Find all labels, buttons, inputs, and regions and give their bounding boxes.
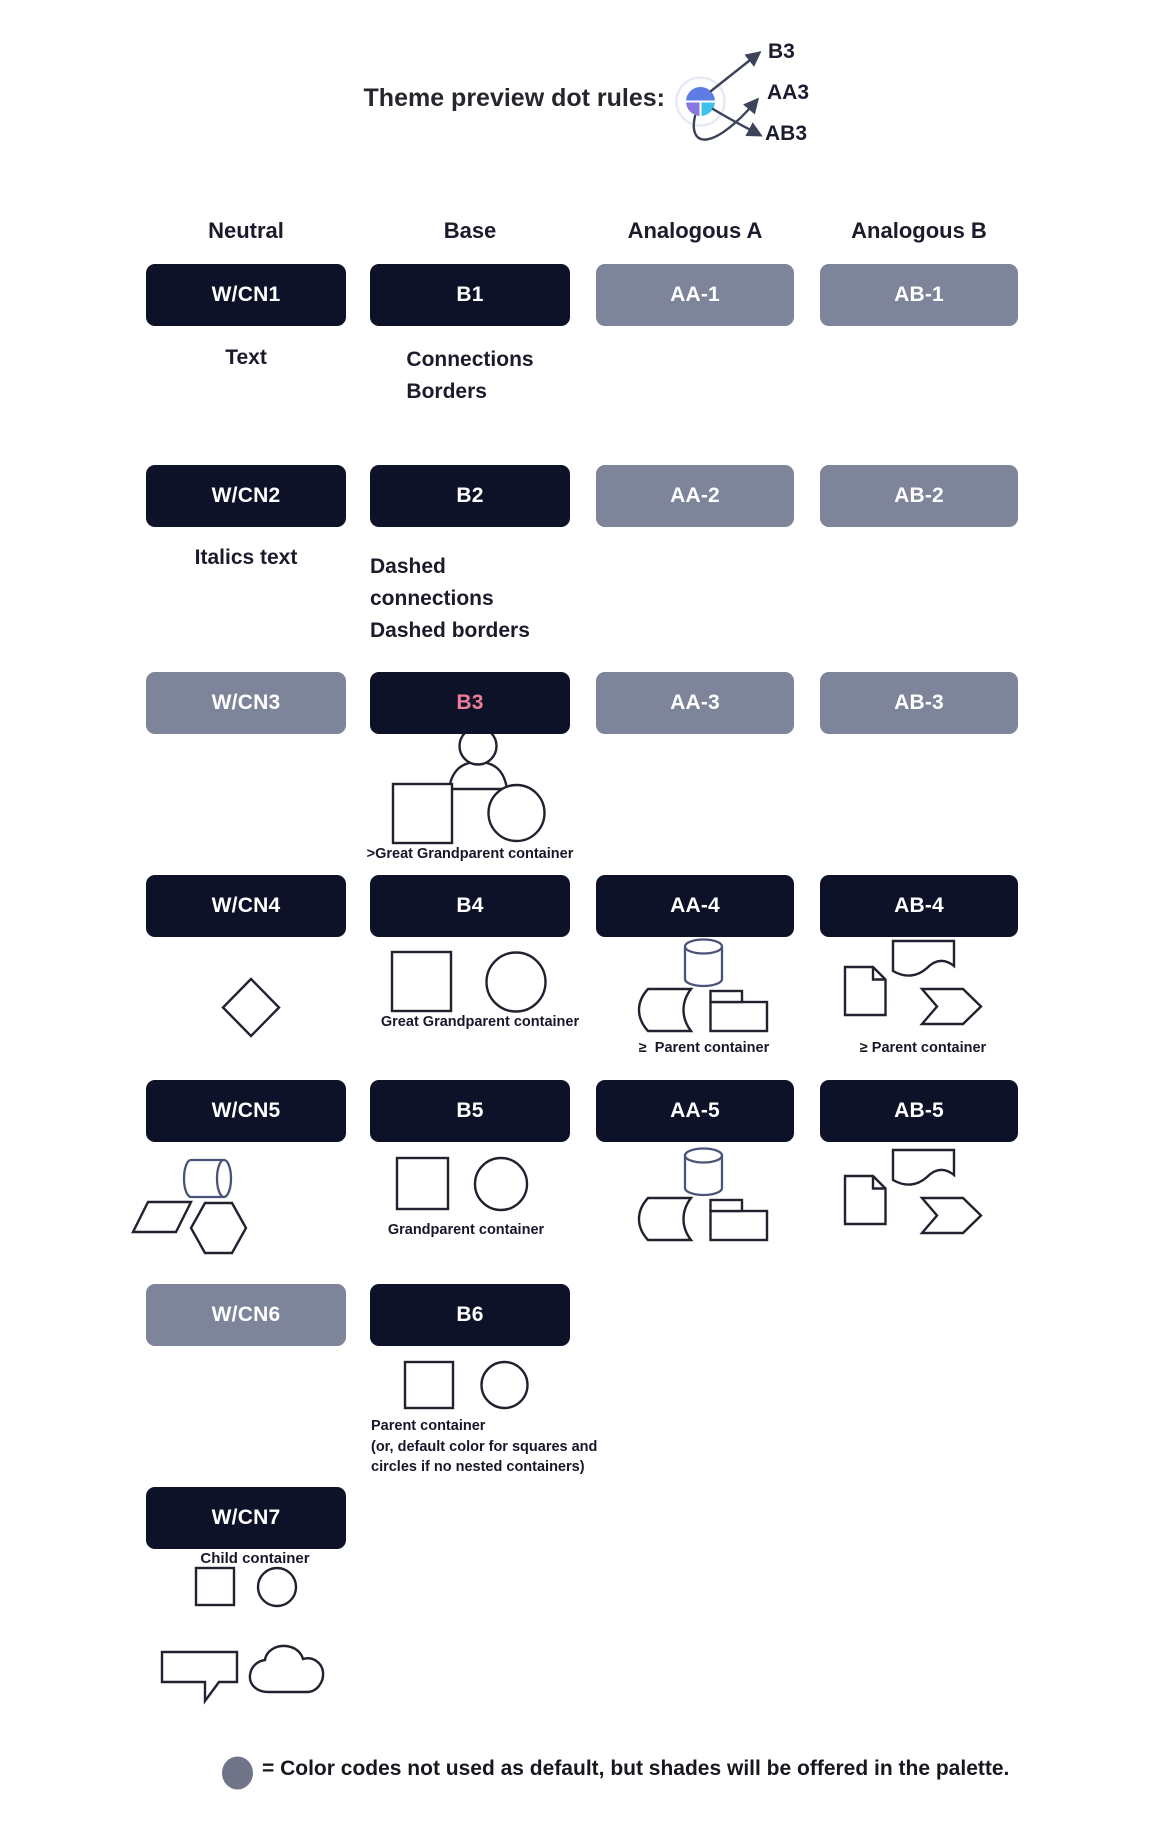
swatch-ab1: AB-1 (820, 264, 1018, 326)
note-dashed (370, 551, 570, 647)
column-header-base: Base (443, 218, 497, 243)
swatch-b2: B2 (370, 465, 570, 527)
square-shape (196, 1568, 234, 1605)
note-dashed-connections: Dashed connections (370, 555, 494, 610)
circle-shape (482, 1362, 528, 1408)
caption-parent-container (371, 1416, 641, 1478)
legend-dot (222, 1757, 253, 1790)
hexagon-shape (191, 1203, 246, 1253)
caption-parent-line3: circles if no nested containers) (371, 1459, 585, 1475)
wcn5-shapes (133, 1160, 246, 1253)
chevron-shape (922, 989, 981, 1024)
column-header-analogous-a: Analogous A (627, 218, 763, 243)
cylinder-storeddata-folder-shapes (639, 940, 767, 1032)
swatch-ab5: AB-5 (820, 1080, 1018, 1142)
circle-shape (487, 953, 546, 1012)
arrow-to-b3 (711, 53, 759, 91)
caption-parent-line2: (or, default color for squares and (371, 1438, 598, 1455)
swatch-b4: B4 (370, 875, 570, 937)
circle-shape (258, 1568, 296, 1606)
wavy-card-shape (893, 941, 954, 976)
swatch-ab4: AB-4 (820, 875, 1018, 937)
caption-ge-parent-ab: ≥ Parent container (859, 1040, 987, 1056)
stored-data-shape (639, 989, 691, 1031)
square-shape (393, 784, 452, 843)
swatch-b6: B6 (370, 1284, 570, 1346)
swatch-aa1: AA-1 (596, 264, 794, 326)
caption-ge-parent-aa: ≥ Parent container (638, 1040, 770, 1056)
document-wave-chevron-shapes (845, 941, 981, 1024)
swatch-aa3: AA-3 (596, 672, 794, 734)
swatch-ab2: AB-2 (820, 465, 1018, 527)
column-header-neutral: Neutral (208, 218, 284, 243)
note-connections-borders (370, 344, 570, 408)
legend-text: = Color codes not used as default, but shades will be offered in the palette. (262, 1757, 1010, 1780)
swatch-wcn2: W/CN2 (146, 465, 346, 527)
square-shape (392, 952, 451, 1011)
document-fold-line (873, 967, 886, 980)
cloud-shape (250, 1646, 323, 1692)
swatch-b1: B1 (370, 264, 570, 326)
circle-shape (489, 785, 545, 841)
swatch-aa5: AA-5 (596, 1080, 794, 1142)
person-icon (449, 762, 507, 789)
page-title: Theme preview dot rules: (363, 84, 665, 112)
document-shape (845, 967, 886, 1015)
arrow-to-aa3 (694, 100, 757, 140)
note-connections: Connections (406, 348, 534, 371)
caption-gt-great-grandparent: >Great Grandparent container (366, 846, 574, 862)
folder-shape (711, 1002, 768, 1031)
parallelogram-shape (133, 1202, 191, 1232)
swatch-wcn6: W/CN6 (146, 1284, 346, 1346)
swatch-wcn5: W/CN5 (146, 1080, 346, 1142)
caption-grandparent: Grandparent container (387, 1222, 545, 1238)
note-italics-text: Italics text (194, 546, 298, 569)
speech-bubble-shape (162, 1652, 237, 1701)
caption-child-container: Child container (200, 1550, 310, 1567)
swatch-aa4: AA-4 (596, 875, 794, 937)
column-header-analogous-b: Analogous B (851, 218, 987, 243)
caption-parent-line1: Parent container (371, 1418, 486, 1434)
circle-shape (475, 1158, 527, 1210)
note-text: Text (225, 346, 267, 369)
dot-target-b3: B3 (768, 40, 795, 63)
caption-great-grandparent: Great Grandparent container (380, 1014, 580, 1030)
note-dashed-borders: Dashed borders (370, 619, 530, 642)
square-shape (397, 1158, 448, 1209)
arrow-to-ab3 (713, 109, 760, 135)
swatch-wcn1: W/CN1 (146, 264, 346, 326)
swatch-wcn4: W/CN4 (146, 875, 346, 937)
square-shape (405, 1362, 453, 1408)
folder-tab-shape (711, 991, 743, 1002)
diamond-shape (223, 979, 279, 1036)
swatch-b5: B5 (370, 1080, 570, 1142)
swatch-aa2: AA-2 (596, 465, 794, 527)
swatch-ab3: AB-3 (820, 672, 1018, 734)
swatch-wcn7: W/CN7 (146, 1487, 346, 1549)
horizontal-cylinder-shape (184, 1160, 230, 1197)
dot-target-aa3: AA3 (767, 81, 810, 104)
note-borders: Borders (406, 380, 487, 403)
theme-preview-dot-icon (677, 78, 725, 126)
swatch-wcn3: W/CN3 (146, 672, 346, 734)
dot-target-ab3: AB3 (765, 122, 808, 145)
swatch-b3: B3 (370, 672, 570, 734)
